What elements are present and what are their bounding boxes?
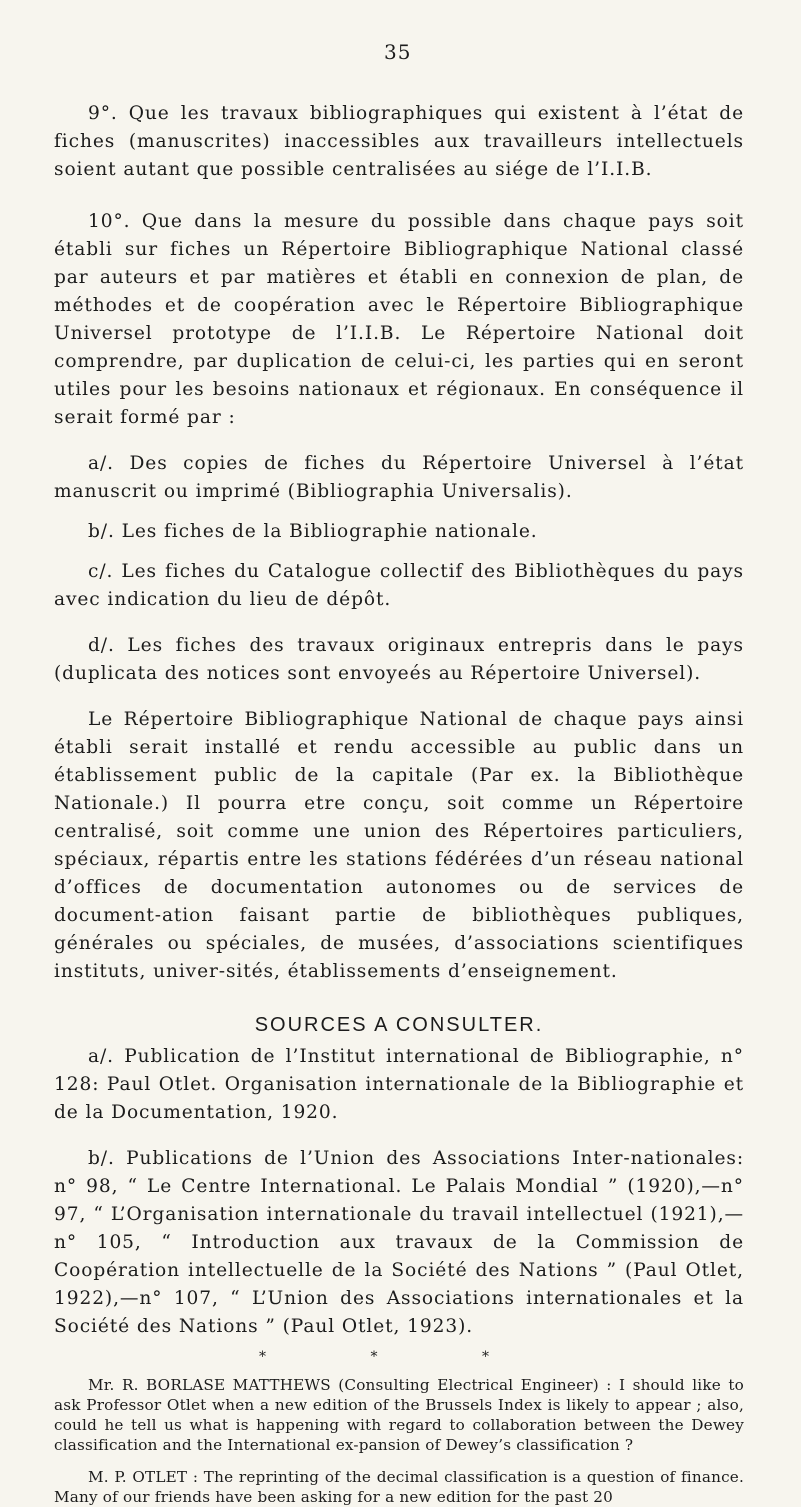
page-body bbox=[54, 100, 744, 1507]
paragraph-10: 10°. Que dans la mesure du possible dans chaque pays soit établi sur fiches un Répertoire Bibliographique National classé par auteurs et par matières et établi en connexion de plan, de méthodes et de coopération avec le Répertoire Bibliographique Universel prototype de l’I.I.B. Le Répertoire National doit comprendre, par duplication de celui-ci, les parties qui en seront utiles pour les besoins nationaux et régionaux. En conséquence il serait formé par : bbox=[54, 211, 744, 428]
discussion-answer: M. P. OTLET : The reprinting of the decimal classification is a question of finance. Many of our friends have been asking for a new edition for the past 20 bbox=[54, 1468, 744, 1506]
sources-heading: SOURCES A CONSULTER. bbox=[254, 1014, 544, 1036]
list-item-c: c/. Les fiches du Catalogue collectif des Bibliothèques du pays avec indication du lieu de dépôt. bbox=[54, 561, 744, 610]
list-item-b: b/. Les fiches de la Bibliographie nationale. bbox=[88, 521, 538, 542]
list-item-a: a/. Des copies de fiches du Répertoire Universel à l’état manuscrit ou imprimé (Bibliographia Universalis). bbox=[54, 453, 744, 502]
list-item-d: d/. Les fiches des travaux originaux entrepris dans le pays (duplicata des notices sont envoyeés au Répertoire Universel). bbox=[54, 635, 744, 684]
discussion-question: Mr. R. BORLASE MATTHEWS (Consulting Electrical Engineer) : I should like to ask Professor Otlet when a new edition of the Brussels Index is likely to appear ; also, could he tell us what is happening with regard to collaboration between the Dewey classification and the International ex-pansion of Dewey’s classification ? bbox=[54, 1376, 744, 1454]
paragraph-national-repertoire: Le Répertoire Bibliographique National de chaque pays ainsi établi serait installé et rendu accessible au public dans un établissement public de la capitale (Par ex. la Bibliothèque Nationale.) Il pourra etre conçu, soit comme un Répertoire centralisé, soit comme une union des Répertoires particuliers, spéciaux, répartis entre les stations fédérées d’un réseau national d’offices de documentation autonomes ou de services de document-ation faisant partie de bibliothèques publiques, générales ou spéciales, de musées, d’associations scientifiques instituts, univer-sités, établissements d’enseignement. bbox=[54, 709, 744, 982]
page-number: 35 bbox=[384, 40, 412, 64]
paragraph-9: 9°. Que les travaux bibliographiques qui existent à l’état de fiches (manuscrites) inaccessibles aux travailleurs intellectuels soient autant que possible centralisées au siége de l’I.I.B. bbox=[54, 103, 744, 180]
source-item-a: a/. Publication de l’Institut international de Bibliographie, n° 128: Paul Otlet. Organisation internationale de la Bibliographie et de la Documentation, 1920. bbox=[54, 1046, 744, 1123]
section-separator: * * * bbox=[259, 1349, 539, 1365]
source-item-b: b/. Publications de l’Union des Associations Inter-nationales: n° 98, “ Le Centre International. Le Palais Mondial ” (1920),—n° 97, “ L’Organisation internationale du travail intellectuel (1921),—n° 105, “ Introduction aux travaux de la Commission de Coopération intellectuelle de la Société des Nations ” (Paul Otlet, 1922),—n° 107, “ L’Union des Associations internationales et la Société des Nations ” (Paul Otlet, 1923). bbox=[54, 1148, 744, 1337]
